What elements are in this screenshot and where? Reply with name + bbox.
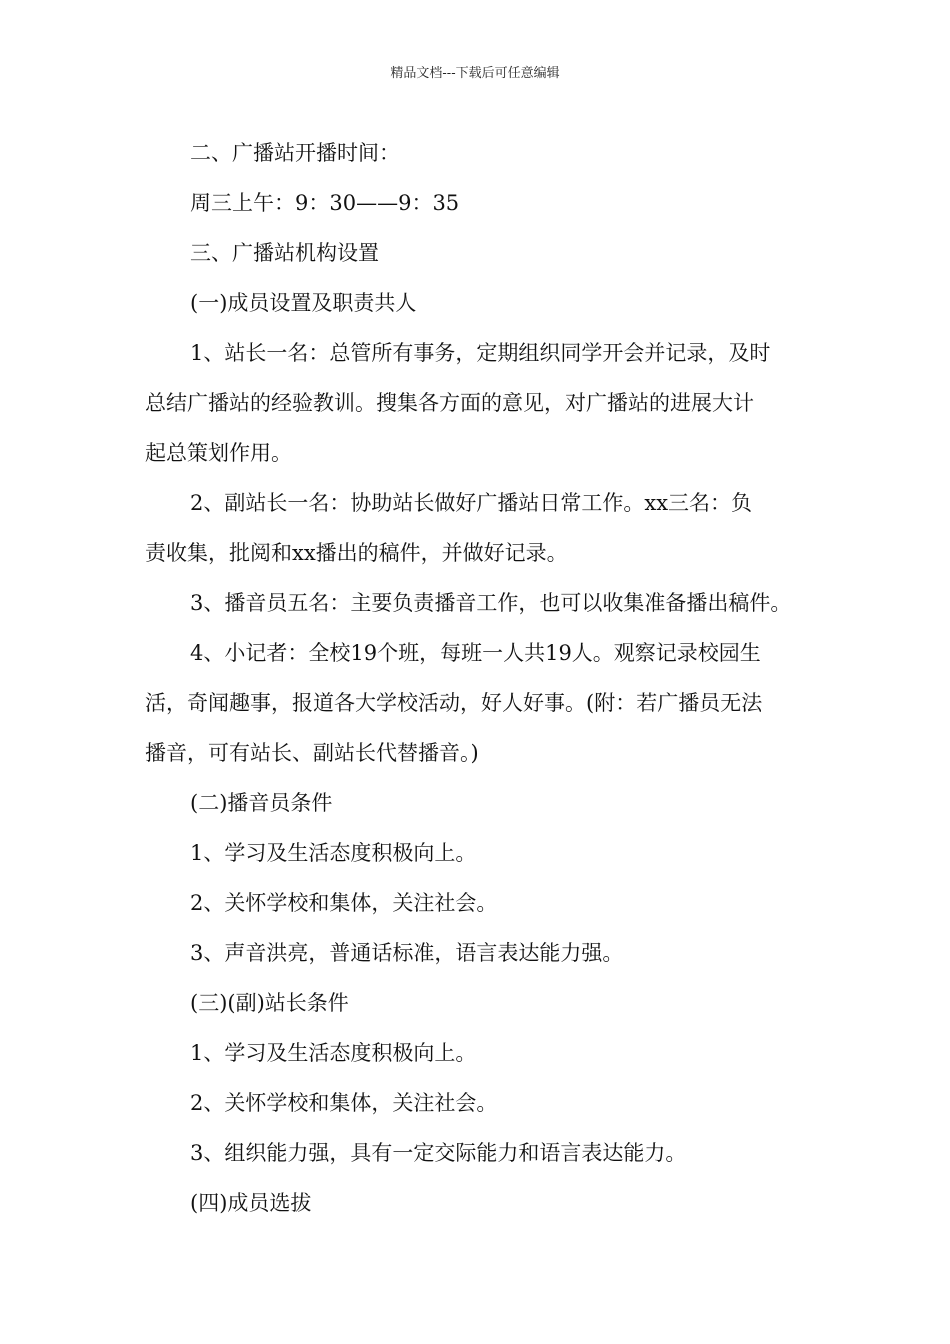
list-item: 1、学习及生活态度积极向上。 [190, 1041, 477, 1065]
paragraph-line: 活，奇闻趣事，报道各大学校活动，好人好事。(附：若广播员无法 [145, 691, 763, 715]
paragraph-line: 总结广播站的经验教训。搜集各方面的意见，对广播站的进展大计 [145, 391, 754, 415]
subsection-heading-station-head: (三)(副)站长条件 [190, 991, 349, 1015]
list-item: 3、声音洪亮，普通话标准，语言表达能力强。 [190, 941, 624, 965]
list-item: 3、组织能力强，具有一定交际能力和语言表达能力。 [190, 1141, 687, 1165]
paragraph-line: 责收集，批阅和xx播出的稿件，并做好记录。 [145, 541, 568, 565]
section-heading-organization: 三、广播站机构设置 [190, 241, 379, 265]
subsection-heading-selection: (四)成员选拔 [190, 1191, 312, 1215]
broadcast-time-value: 周三上午：9：30——9：35 [190, 191, 460, 215]
document-body [145, 128, 810, 1228]
list-item: 2、关怀学校和集体，关注社会。 [190, 891, 498, 915]
paragraph-line: 2、副站长一名：协助站长做好广播站日常工作。xx三名：负 [190, 491, 753, 515]
subsection-heading-members: (一)成员设置及职责共人 [190, 291, 417, 315]
section-heading-broadcast-time: 二、广播站开播时间： [190, 141, 400, 165]
paragraph-line: 起总策划作用。 [145, 441, 292, 465]
page-header: 精品文档---下载后可任意编辑 [390, 66, 560, 81]
paragraph-line: 3、播音员五名：主要负责播音工作，也可以收集准备播出稿件。 [190, 591, 792, 615]
paragraph-line: 4、小记者：全校19个班，每班一人共19人。观察记录校园生 [190, 641, 761, 665]
list-item: 1、学习及生活态度积极向上。 [190, 841, 477, 865]
list-item: 2、关怀学校和集体，关注社会。 [190, 1091, 498, 1115]
subsection-heading-announcer: (二)播音员条件 [190, 791, 333, 815]
paragraph-line: 1、站长一名：总管所有事务，定期组织同学开会并记录，及时 [190, 341, 771, 365]
paragraph-line: 播音，可有站长、副站长代替播音。) [145, 741, 479, 765]
